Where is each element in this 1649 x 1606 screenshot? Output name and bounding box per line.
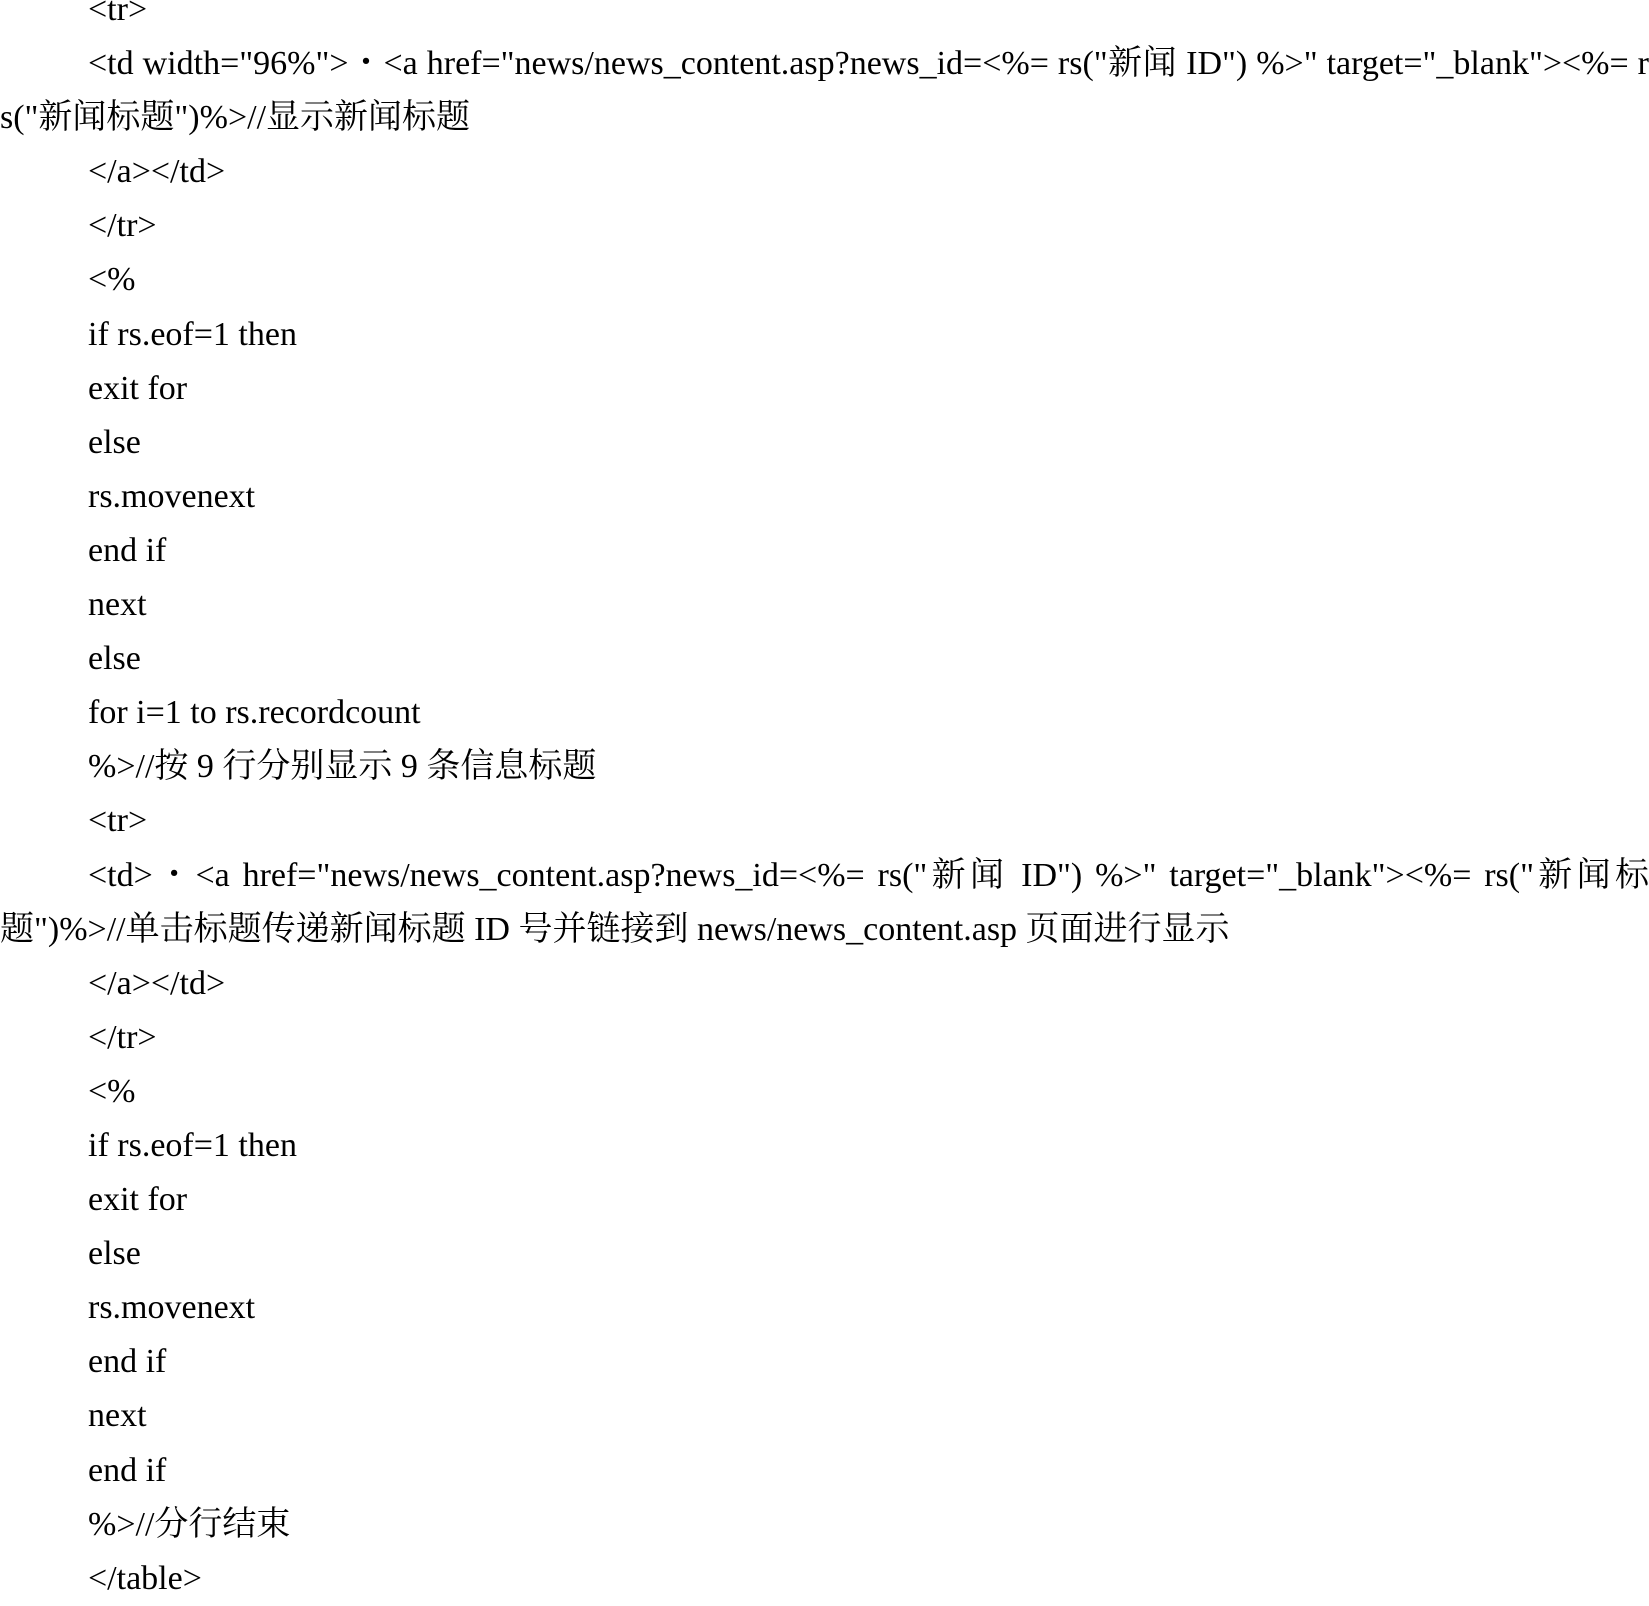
code-line: exit for: [88, 1181, 188, 1219]
code-line: <tr>: [88, 0, 148, 28]
code-line: if rs.eof=1 then: [88, 315, 297, 353]
code-line: </tr>: [88, 207, 157, 245]
code-line: for i=1 to rs.recordcount: [88, 694, 421, 732]
code-line: %>//按 9 行分别显示 9 条信息标题: [88, 748, 597, 786]
code-line: </tr>: [88, 1018, 157, 1056]
code-line-wrapped: <td width="96%">・<a href="news/news_content.asp?news_id=<%= rs("新闻 ID") %>" target="_blank"><%= rs("新闻标题")%>//显示新闻标题: [0, 45, 1649, 137]
code-line: next: [88, 1397, 147, 1435]
code-line: next: [88, 586, 147, 624]
code-line: <tr>: [88, 802, 148, 840]
code-line: rs.movenext: [88, 1289, 256, 1327]
code-line: end if: [88, 531, 167, 569]
code-line: end if: [88, 1451, 167, 1489]
code-line: </a></td>: [88, 964, 226, 1002]
code-line: rs.movenext: [88, 477, 256, 515]
code-line: </table>: [88, 1559, 202, 1597]
code-line: end if: [88, 1343, 167, 1381]
code-line: else: [88, 1235, 141, 1273]
code-line-wrapped: <td>・<a href="news/news_content.asp?news_id=<%= rs("新闻 ID") %>" target="_blank"><%= rs("新闻标题")%>//单击标题传递新闻标题 ID 号并链接到 news/news_content.asp 页面进行显示: [0, 856, 1649, 948]
code-line: else: [88, 640, 141, 678]
code-line: <%: [88, 1072, 136, 1110]
code-line: if rs.eof=1 then: [88, 1126, 297, 1164]
code-line: </a></td>: [88, 153, 226, 191]
code-line: %>//分行结束: [88, 1505, 291, 1543]
code-line: <%: [88, 261, 136, 299]
code-line: exit for: [88, 369, 188, 407]
code-line: else: [88, 423, 141, 461]
